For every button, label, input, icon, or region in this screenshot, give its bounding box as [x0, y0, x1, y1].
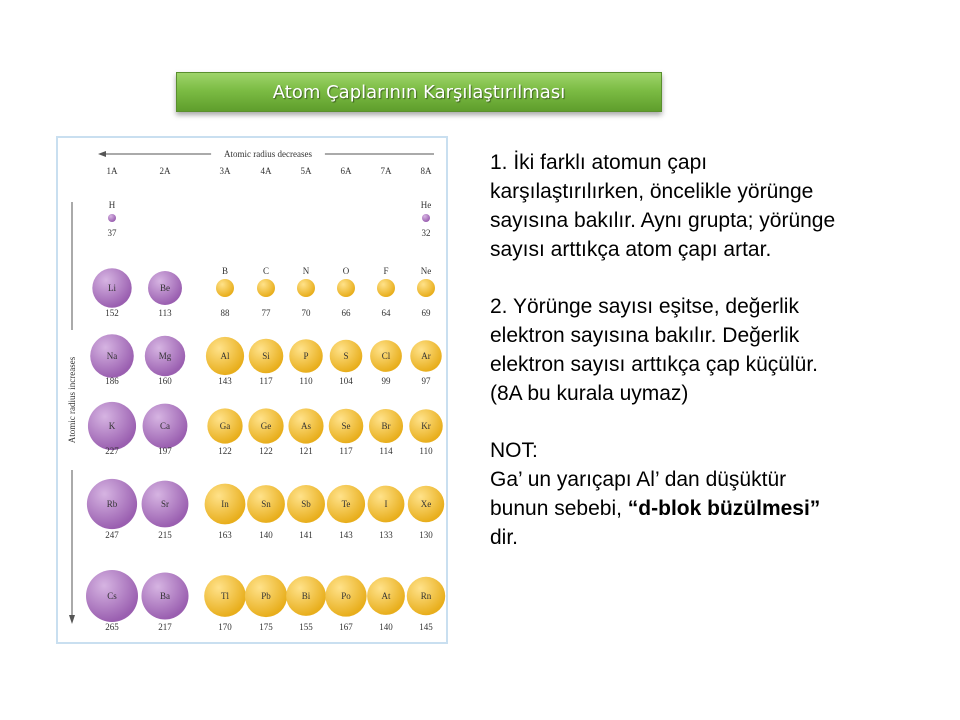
element-symbol-Be: Be	[160, 283, 170, 293]
radius-value-Pb: 175	[259, 622, 273, 632]
radius-value-K: 227	[105, 446, 119, 456]
atom-O	[337, 279, 355, 297]
element-symbol-Ne: Ne	[420, 266, 432, 276]
radius-value-Sb: 141	[299, 530, 313, 540]
radius-value-Cs: 265	[105, 622, 119, 632]
atom-He	[422, 214, 430, 222]
top-arrow-head	[98, 151, 106, 157]
element-symbol-Se: Se	[341, 421, 351, 431]
element-symbol-Ge: Ge	[260, 421, 272, 431]
element-symbol-Ar: Ar	[421, 351, 431, 361]
radius-value-Kr: 110	[419, 446, 433, 456]
rule-2-paragraph: 2. Yörünge sayısı eşitse, değerlik elektron sayısına bakılır. Değerlik elektron sayısı arttıkça çap küçülür. (8A bu kurala uymaz)	[490, 295, 818, 405]
radius-value-Na: 186	[105, 376, 119, 386]
element-symbol-P: P	[303, 351, 309, 361]
radius-value-Te: 143	[339, 530, 353, 540]
atom-Ne	[417, 279, 435, 297]
element-symbol-Bi: Bi	[301, 591, 311, 601]
radius-value-Bi: 155	[299, 622, 313, 632]
radius-value-S: 104	[339, 376, 353, 386]
radius-value-N: 70	[301, 308, 311, 318]
radius-value-Mg: 160	[158, 376, 172, 386]
note-block	[490, 436, 850, 552]
slide-title: Atom Çaplarının Karşılaştırılması	[176, 72, 662, 112]
radius-value-In: 163	[218, 530, 232, 540]
radius-value-Sn: 140	[259, 530, 273, 540]
radius-value-Tl: 170	[218, 622, 232, 632]
radius-value-Be: 113	[158, 308, 172, 318]
atom-H	[108, 214, 116, 222]
atom-F	[377, 279, 395, 297]
radius-value-C: 77	[261, 308, 271, 318]
radius-value-Xe: 130	[419, 530, 433, 540]
group-header-5A: 5A	[300, 166, 312, 176]
element-symbol-Mg: Mg	[158, 351, 172, 361]
element-symbol-Si: Si	[262, 351, 270, 361]
note-end: dir.	[490, 526, 519, 549]
element-symbol-Pb: Pb	[261, 591, 271, 601]
radius-value-Li: 152	[105, 308, 119, 318]
radius-value-Ne: 69	[421, 308, 431, 318]
radius-value-Po: 167	[339, 622, 353, 632]
element-symbol-Sb: Sb	[301, 499, 311, 509]
top-arrow-label: Atomic radius decreases	[224, 149, 312, 159]
element-symbol-Al: Al	[220, 351, 230, 361]
radius-value-B: 88	[220, 308, 230, 318]
note-bold-term: “d-blok büzülmesi”	[627, 497, 821, 520]
element-symbol-Na: Na	[106, 351, 118, 361]
side-arrow-head	[69, 615, 75, 624]
radius-value-Ar: 97	[421, 376, 431, 386]
element-symbol-Sr: Sr	[160, 499, 170, 509]
atom-C	[257, 279, 275, 297]
radius-value-F: 64	[381, 308, 391, 318]
element-symbol-Cl: Cl	[381, 351, 391, 361]
group-header-7A: 7A	[380, 166, 392, 176]
element-symbol-N: N	[302, 266, 310, 276]
note-body: Ga’ un yarıçapı Al’ dan düşüktür bunun sebebi,	[490, 468, 787, 520]
radius-value-Se: 117	[339, 446, 353, 456]
element-symbol-K: K	[108, 421, 116, 431]
radius-value-I: 133	[379, 530, 393, 540]
element-symbol-O: O	[342, 266, 350, 276]
group-header-6A: 6A	[340, 166, 352, 176]
element-symbol-Po: Po	[341, 591, 351, 601]
radius-value-At: 140	[379, 622, 393, 632]
radius-value-Ga: 122	[218, 446, 232, 456]
radius-value-H: 37	[107, 228, 117, 238]
radius-value-Br: 114	[379, 446, 393, 456]
element-symbol-H: H	[108, 200, 116, 210]
element-symbol-Ga: Ga	[219, 421, 231, 431]
radius-value-Si: 117	[259, 376, 273, 386]
radius-value-Sr: 215	[158, 530, 172, 540]
element-symbol-He: He	[420, 200, 432, 210]
group-header-3A: 3A	[219, 166, 231, 176]
element-symbol-Tl: Tl	[221, 591, 229, 601]
atom-B	[216, 279, 234, 297]
radius-value-Rn: 145	[419, 622, 433, 632]
element-symbol-B: B	[221, 266, 229, 276]
element-symbol-Ca: Ca	[160, 421, 170, 431]
element-symbol-As: As	[300, 421, 312, 431]
atom-N	[297, 279, 315, 297]
element-symbol-F: F	[383, 266, 389, 276]
group-header-4A: 4A	[260, 166, 272, 176]
element-symbol-Kr: Kr	[421, 421, 431, 431]
element-symbol-Rb: Rb	[106, 499, 118, 509]
radius-value-As: 121	[299, 446, 313, 456]
radius-value-Rb: 247	[105, 530, 119, 540]
element-symbol-At: At	[381, 591, 391, 601]
element-symbol-Cs: Cs	[107, 591, 117, 601]
element-symbol-Xe: Xe	[420, 499, 432, 509]
element-symbol-In: In	[221, 499, 229, 509]
radius-value-Ge: 122	[259, 446, 273, 456]
element-symbol-S: S	[343, 351, 349, 361]
element-symbol-I: I	[384, 499, 388, 509]
group-header-8A: 8A	[420, 166, 432, 176]
element-symbol-Li: Li	[108, 283, 116, 293]
atomic-radius-figure	[56, 136, 448, 644]
element-symbol-C: C	[262, 266, 270, 276]
radius-value-He: 32	[421, 228, 431, 238]
radius-value-P: 110	[299, 376, 313, 386]
group-header-2A: 2A	[159, 166, 171, 176]
explanation-text	[490, 148, 850, 552]
element-symbol-Rn: Rn	[420, 591, 432, 601]
radius-value-O: 66	[341, 308, 351, 318]
rule-1-paragraph: 1. İki farklı atomun çapı karşılaştırılırken, öncelikle yörünge sayısına bakılır. Aynı grupta; yörünge sayısı arttıkça atom çapı artar.	[490, 151, 836, 261]
atomic-radius-chart	[58, 138, 446, 642]
radius-value-Ba: 217	[158, 622, 172, 632]
side-arrow-label: Atomic radius increases	[67, 356, 77, 444]
radius-value-Al: 143	[218, 376, 232, 386]
element-symbol-Br: Br	[381, 421, 391, 431]
radius-value-Ca: 197	[158, 446, 172, 456]
element-symbol-Ba: Ba	[160, 591, 170, 601]
element-symbol-Sn: Sn	[261, 499, 271, 509]
element-symbol-Te: Te	[341, 499, 351, 509]
radius-value-Cl: 99	[381, 376, 391, 386]
group-header-1A: 1A	[106, 166, 118, 176]
note-heading: NOT:	[490, 439, 538, 462]
